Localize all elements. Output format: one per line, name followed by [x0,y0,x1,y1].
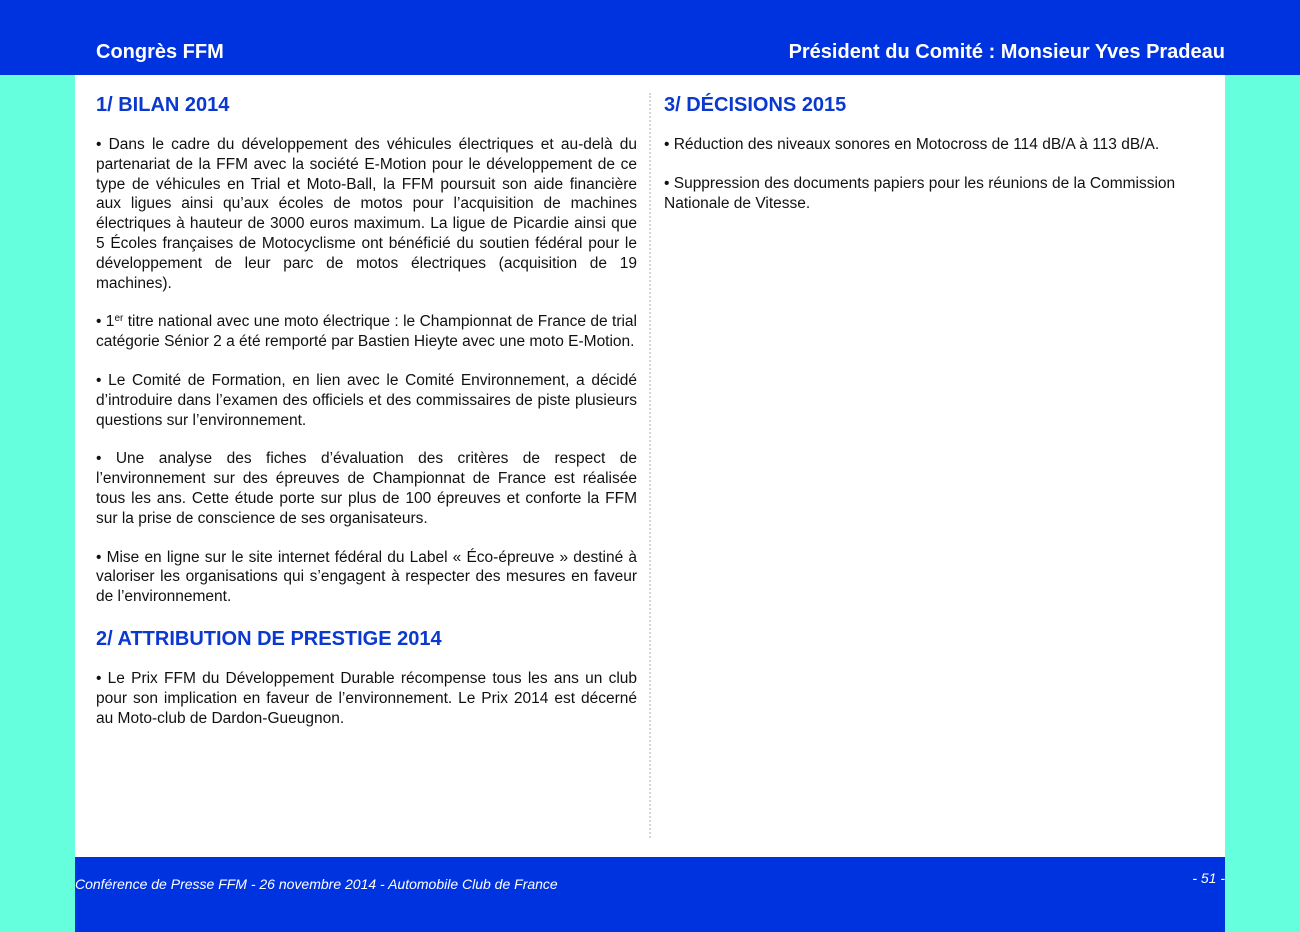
column-divider [649,93,651,838]
section-heading-prestige: 2/ ATTRIBUTION DE PRESTIGE 2014 [96,627,442,650]
page-number: - 51 - [1192,870,1225,886]
section-heading-decisions: 3/ DÉCISIONS 2015 [664,94,847,116]
header-right-title: Président du Comité : Monsieur Yves Pradeau [788,41,1225,63]
page-header [0,0,1300,75]
paragraph-prize: • Le Prix FFM du Développement Durable récompense tous les ans un club pour son implication en faveur de l’environnement. Le Prix 2014 est décerné au Moto-club de Dardon-Gueugnon. [96,669,637,727]
paragraph-electric-vehicles: • Dans le cadre du développement des véhicules électriques et au-delà du partenariat de la FFM avec la société E-Motion pour le développement de ce type de véhicules en Trial et Moto-Ball, la FFM poursuit son aide financière aux ligues ainsi qu’aux écoles de motos pour l’acquisition de machines électriques à hauteur de 3000 euros maximum. La ligue de Picardie ainsi que 5 Écoles françaises de Motocyclisme ont bénéficié du soutien fédéral pour le développement de leur parc de motos électriques (acquisition de 19 machines). [96,136,637,292]
paragraph-noise-reduction: • Réduction des niveaux sonores en Motocross de 114 dB/A à 113 dB/A. [664,136,1160,153]
paragraph-first-title-sup: er [114,313,124,325]
footer-caption: Conférence de Presse FFM - 26 novembre 2014 - Automobile Club de France [75,876,558,892]
paragraph-evaluation-analysis: • Une analyse des fiches d’évaluation des critères de respect de l’environnement sur des épreuves de Championnat de France est réalisée tous les ans. Cette étude porte sur plus de 100 épreuves et conforte la FFM sur la prise de conscience de ses organisateurs. [96,450,637,527]
paragraph-paperless: • Suppression des documents papiers pour les réunions de la Commission Nationale de Vitesse. [664,174,1176,212]
left-column [96,93,637,747]
paragraph-first-title-text: titre national avec une moto électrique : le Championnat de France de trial catégorie Sénior 2 a été remporté par Bastien Hieyte avec une moto E-Motion. [96,313,637,351]
section-heading-bilan: 1/ BILAN 2014 [96,94,230,116]
right-column [664,93,1209,232]
document-page [75,75,1225,857]
paragraph-eco-label: • Mise en ligne sur le site internet fédéral du Label « Éco-épreuve » destiné à valoriser les organisations qui s’engagent à respecter des mesures en faveur de l’environnement. [96,548,637,606]
header-left-title: Congrès FFM [96,41,224,63]
page-footer [75,857,1225,932]
paragraph-first-title-prefix: • 1 [96,313,115,331]
paragraph-first-title [96,312,637,352]
paragraph-training-committee: • Le Comité de Formation, en lien avec le Comité Environnement, a décidé d’introduire dans l’examen des officiels et des commissaires de piste plusieurs questions sur l’environnement. [96,371,637,429]
